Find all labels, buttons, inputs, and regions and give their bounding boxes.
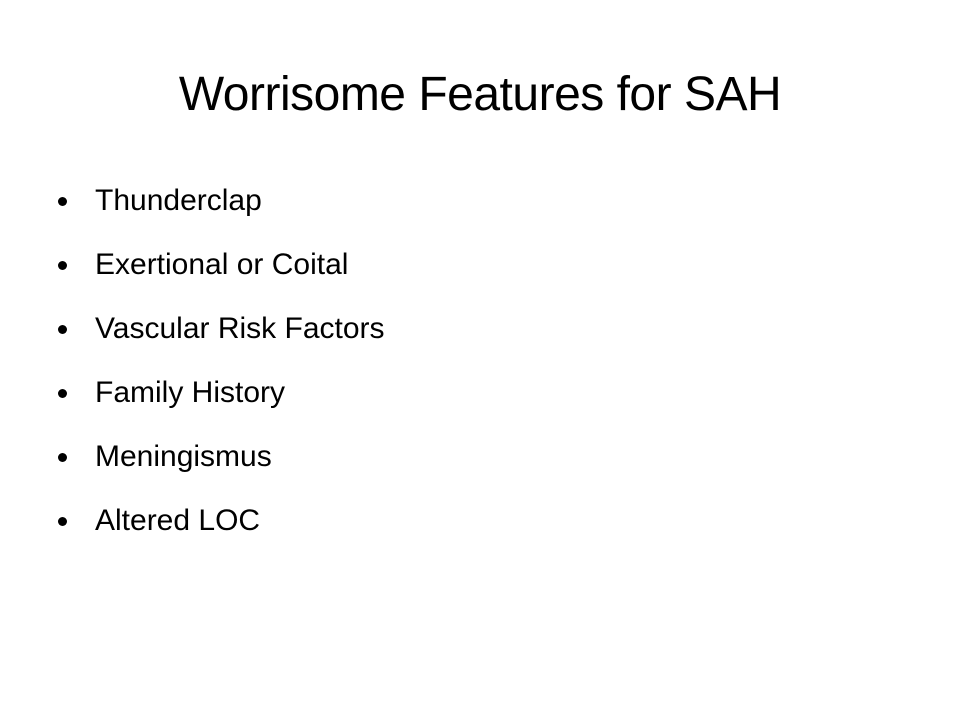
bullet-text: Exertional or Coital (95, 248, 349, 281)
slide-title: Worrisome Features for SAH (178, 68, 782, 121)
bullet-text: Meningismus (95, 440, 272, 473)
bullet-icon (58, 517, 67, 526)
bullet-text: Altered LOC (95, 504, 261, 537)
bullet-icon (58, 453, 67, 462)
bullet-icon (58, 325, 67, 334)
bullet-text: Vascular Risk Factors (95, 312, 385, 345)
bullet-icon (58, 261, 67, 270)
bullet-text: Family History (95, 376, 286, 409)
bullet-text: Thunderclap (95, 184, 262, 217)
bullet-icon (58, 197, 67, 206)
bullet-icon (58, 389, 67, 398)
